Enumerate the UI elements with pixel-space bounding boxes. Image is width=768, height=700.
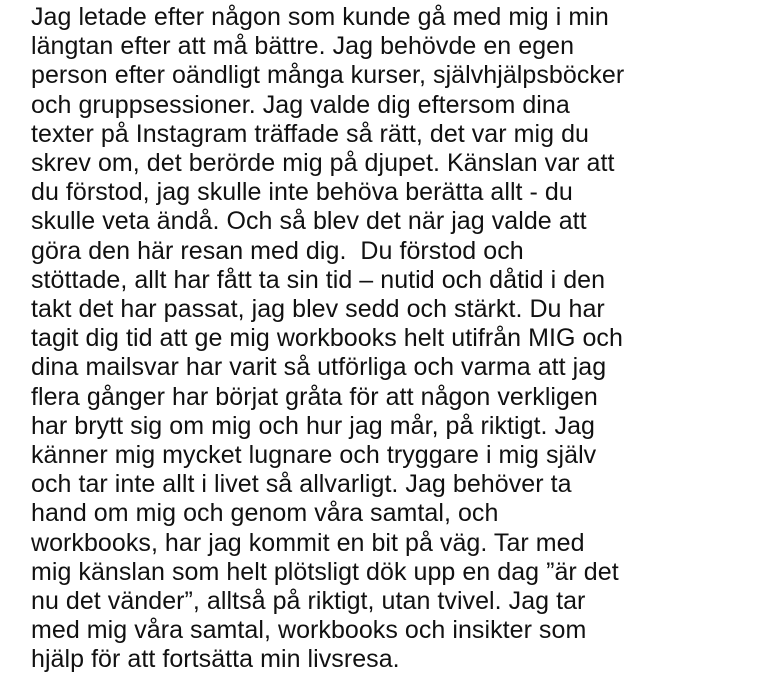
text-line: du förstod, jag skulle inte behöva berätta allt - du: [31, 178, 573, 207]
text-line: hjälp för att fortsätta min livsresa.: [31, 645, 400, 674]
text-line: hand om mig och genom våra samtal, och: [31, 499, 499, 528]
text-line: texter på Instagram träffade så rätt, det var mig du: [31, 119, 589, 148]
text-line: person efter oändligt många kurser, självhjälpsböcker: [31, 61, 625, 90]
text-line: tagit dig tid att ge mig workbooks helt utifrån MIG och: [31, 324, 623, 353]
text-line: känner mig mycket lugnare och tryggare i mig själv: [31, 441, 597, 470]
testimonial-text: [31, 3, 768, 675]
text-line: med mig våra samtal, workbooks och insikter som: [31, 616, 587, 645]
text-line: skrev om, det berörde mig på djupet. Känslan var att: [31, 149, 615, 178]
text-line: och gruppsessioner. Jag valde dig eftersom dina: [31, 90, 570, 119]
text-line: mig känslan som helt plötsligt dök upp en dag ”är det: [31, 557, 619, 586]
text-line: Jag letade efter någon som kunde gå med mig i min: [31, 3, 609, 31]
text-line: flera gånger har börjat gråta för att någon verkligen: [31, 382, 598, 411]
text-line: dina mailsvar har varit så utförliga och varma att jag: [31, 353, 607, 382]
text-line: stöttade, allt har fått ta sin tid – nutid och dåtid i den: [31, 265, 606, 294]
text-line: göra den här resan med dig. Du förstod och: [31, 236, 524, 265]
text-line: takt det har passat, jag blev sedd och stärkt. Du har: [31, 295, 605, 324]
text-line: och tar inte allt i livet så allvarligt. Jag behöver ta: [31, 470, 572, 499]
text-line: nu det vänder”, alltså på riktigt, utan tvivel. Jag tar: [31, 587, 586, 616]
text-line: längtan efter att må bättre. Jag behövde en egen: [31, 32, 575, 61]
text-line: skulle veta ändå. Och så blev det när jag valde att: [31, 207, 587, 236]
text-line: har brytt sig om mig och hur jag mår, på riktigt. Jag: [31, 411, 595, 440]
text-line: workbooks, har jag kommit en bit på väg. Tar med: [31, 528, 585, 557]
